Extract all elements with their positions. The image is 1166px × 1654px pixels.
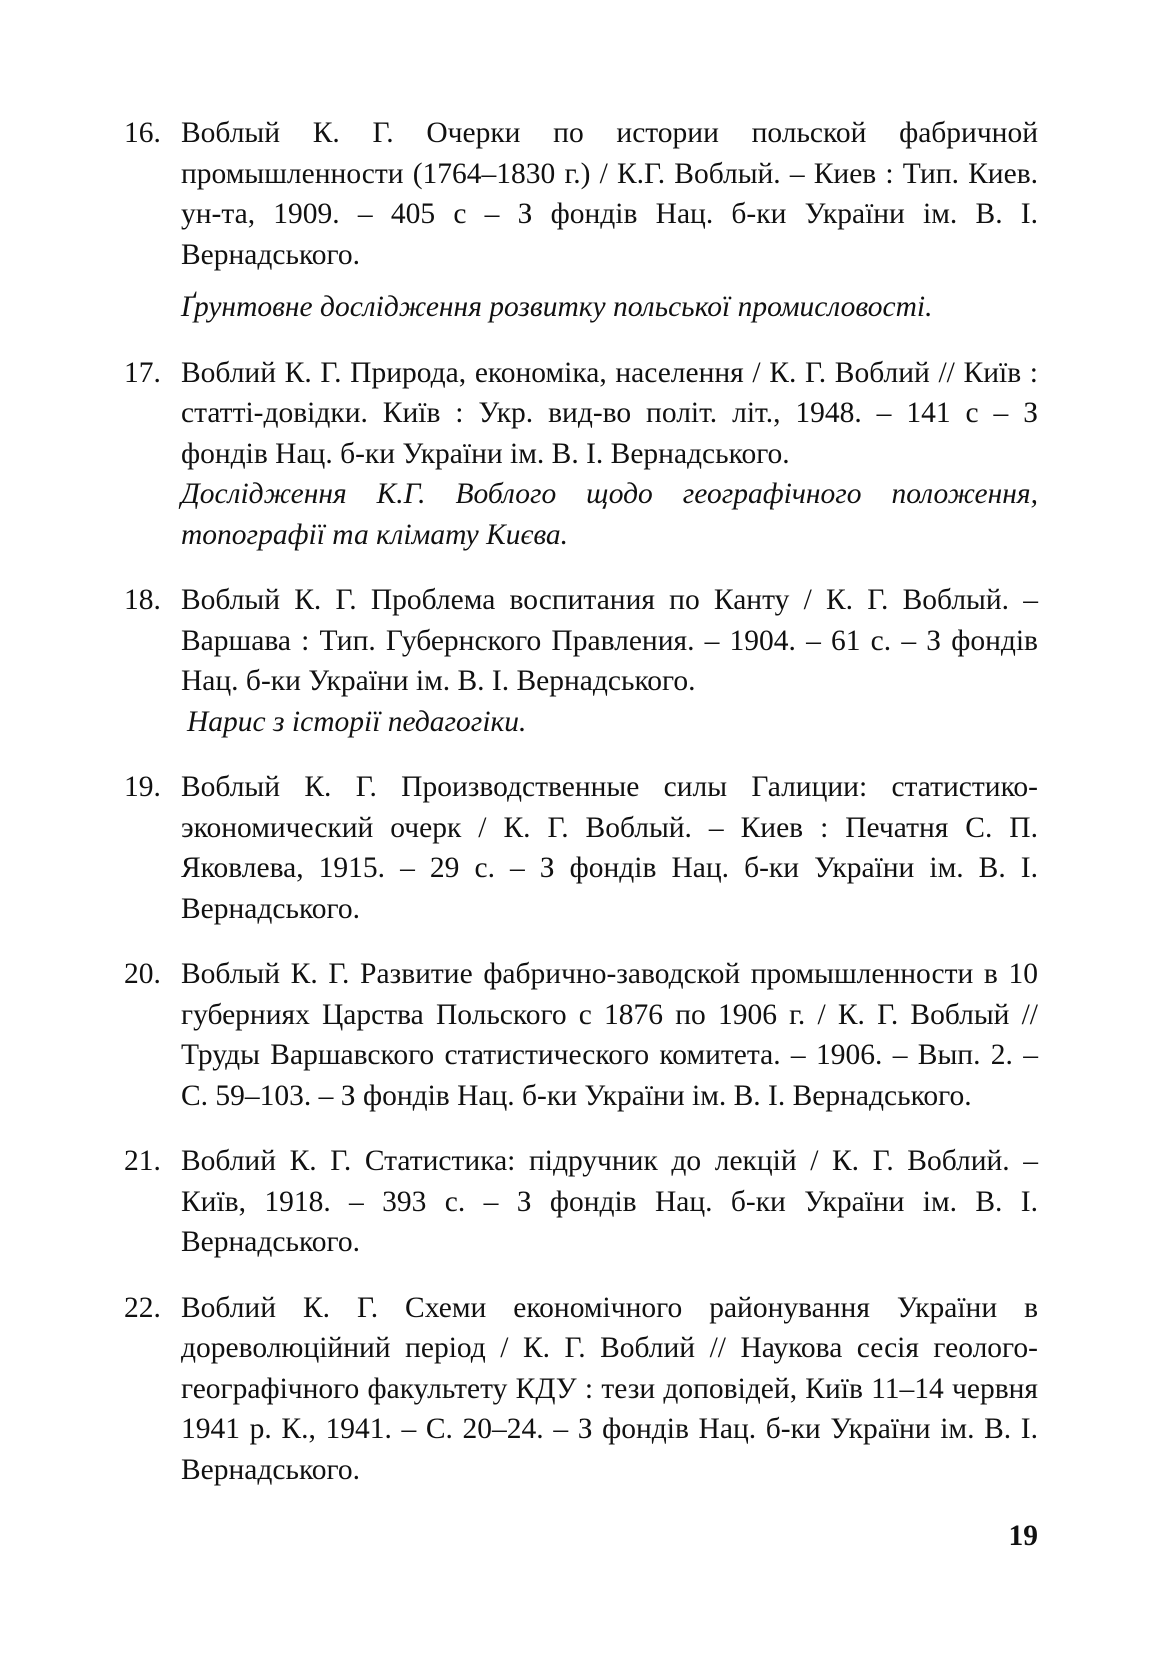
entry-annotation: Дослідження К.Г. Воблого щодо географічного положення, топографії та клімату Києва.	[181, 478, 1038, 551]
bibliography-entry-20	[124, 954, 1038, 1116]
entry-citation: Воблий К. Г. Природа, економіка, населення / К. Г. Воблий // Київ : статті-довідки. Київ : Укр. вид-во політ. літ., 1948. – 141 с – З фондів Нац. б-ки України ім. В. І. Вернадського.	[181, 356, 1038, 470]
bibliography-list	[124, 113, 1038, 1515]
entry-citation: Воблый К. Г. Проблема воспитания по Канту / К. Г. Воблый. – Варшава : Тип. Губернского Правления. – 1904. – 61 с. – З фондів Нац. б-ки України ім. В. І. Вернадського.	[181, 584, 1038, 697]
entry-citation: Воблый К. Г. Очерки по истории польской фабричной промышленности (1764–1830 г.) / К.Г. Воблый. – Киев : Тип. Киев. ун-та, 1909. – 405 с – З фондів Нац. б-ки України ім. В. І. Вернадського.	[181, 117, 1038, 271]
entry-citation: Воблый К. Г. Производственные силы Галиции: статистико-экономический очерк / К. Г. Воблый. – Киев : Печатня С. П. Яковлева, 1915. – 29 с. – З фондів Нац. б-ки України ім. В. І. Вернадського.	[181, 771, 1038, 925]
entry-annotation: Нарис з історії педагогіки.	[187, 705, 527, 738]
entry-citation: Воблый К. Г. Развитие фабрично-заводской промышленности в 10 губерниях Царства Польского с 1876 по 1906 г. / К. Г. Воблый // Труды Варшавского статистического комитета. – 1906. – Вып. 2. – С. 59–103. – З фондів Нац. б-ки України ім. В. І. Вернадського.	[181, 958, 1038, 1112]
entry-number: 21.	[124, 1145, 161, 1177]
bibliography-entry-18	[124, 580, 1038, 742]
bibliography-entry-16	[124, 113, 1038, 328]
entry-number: 22.	[124, 1291, 161, 1324]
entry-citation: Воблий К. Г. Схеми економічного районування України в дореволюційний період / К. Г. Воблий // Наукова сесія геолого-географічного факультету КДУ : тези доповідей, Київ 11–14 червня 1941 р. К., 1941. – С. 20–24. – З фондів Нац. б-ки України ім. В. І. Вернадського.	[181, 1291, 1038, 1486]
bibliography-entry-17	[124, 353, 1038, 556]
page-number: 19	[1008, 1520, 1038, 1552]
bibliography-entry-21	[124, 1141, 1038, 1263]
entry-number: 17.	[124, 356, 161, 389]
entry-number: 19.	[124, 771, 161, 803]
entry-number: 20.	[124, 958, 161, 990]
entry-citation: Воблий К. Г. Статистика: підручник до лекцій / К. Г. Воблий. – Київ, 1918. – 393 с. – З фондів Нац. б-ки України ім. В. І. Вернадського.	[181, 1145, 1038, 1258]
bibliography-entry-19	[124, 767, 1038, 929]
bibliography-entry-22	[124, 1288, 1038, 1491]
entry-number: 18.	[124, 584, 161, 616]
entry-annotation: Ґрунтовне дослідження розвитку польської промисловості.	[181, 291, 933, 323]
entry-number: 16.	[124, 117, 161, 149]
